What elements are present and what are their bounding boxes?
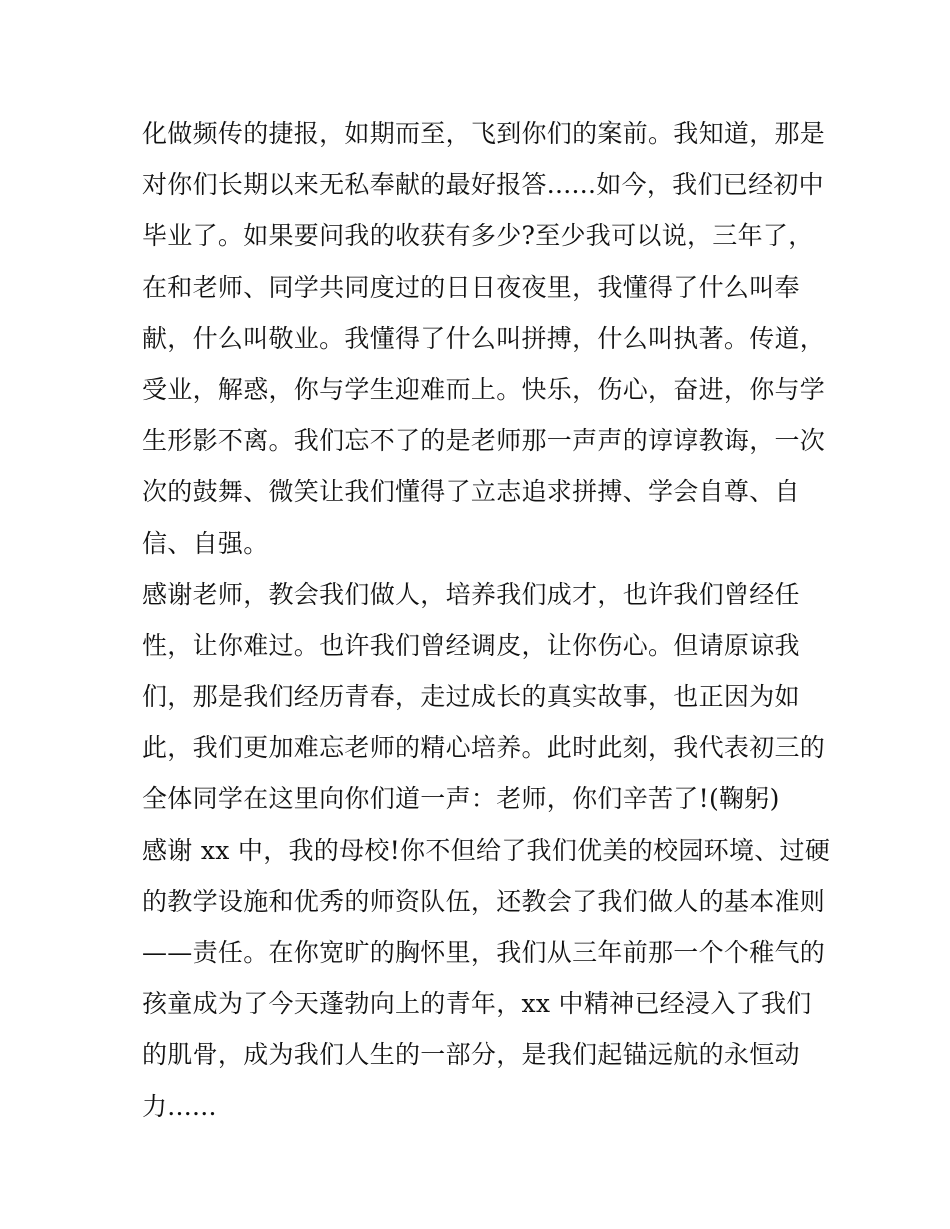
text-line: 化做频传的捷报，如期而至，飞到你们的案前。我知道，那是 [142, 119, 826, 148]
text-line: 全体同学在这里向你们道一声：老师，你们辛苦了!(鞠躬) [142, 784, 780, 814]
text-line: 们，那是我们经历青春，走过成长的真实故事，也正因为如 [142, 682, 800, 712]
text-line: 次的鼓舞、微笑让我们懂得了立志追求拼搏、学会自尊、自 [142, 477, 800, 507]
text-line: 感谢 xx 中，我的母校!你不但给了我们优美的校园环境、过硬 [142, 835, 831, 865]
text-line: ——责任。在你宽旷的胸怀里，我们从三年前那一个个稚气的 [142, 938, 826, 967]
text-line: 此，我们更加难忘老师的精心培养。此时此刻，我代表初三的 [142, 733, 826, 763]
text-line: 在和老师、同学共同度过的日日夜夜里，我懂得了什么叫奉 [142, 272, 800, 302]
text-line: 性，让你难过。也许我们曾经调皮，让你伤心。但请原谅我 [142, 630, 800, 660]
text-line: 献，什么叫敬业。我懂得了什么叫拼搏，什么叫执著。传道， [142, 323, 826, 353]
body-text [142, 108, 831, 1132]
text-line: 孩童成为了今天蓬勃向上的青年，xx 中精神已经浸入了我们 [142, 989, 812, 1019]
text-line: 生形影不离。我们忘不了的是老师那一声声的谆谆教诲，一次 [142, 426, 826, 456]
text-line: 力...... [142, 1091, 217, 1121]
text-line: 受业，解惑，你与学生迎难而上。快乐，伤心，奋进，你与学 [142, 374, 826, 404]
text-line: 的肌骨，成为我们人生的一部分，是我们起锚远航的永恒动 [142, 1040, 800, 1070]
text-line: 毕业了。如果要问我的收获有多少?至少我可以说，三年了， [142, 221, 814, 251]
text-line: 的教学设施和优秀的师资队伍，还教会了我们做人的基本准则 [142, 886, 826, 916]
text-line: 感谢老师，教会我们做人，培养我们成才，也许我们曾经任 [142, 579, 800, 609]
text-line: 对你们长期以来无私奉献的最好报答......如今，我们已经初中 [142, 170, 824, 200]
text-line: 信、自强。 [142, 528, 269, 558]
